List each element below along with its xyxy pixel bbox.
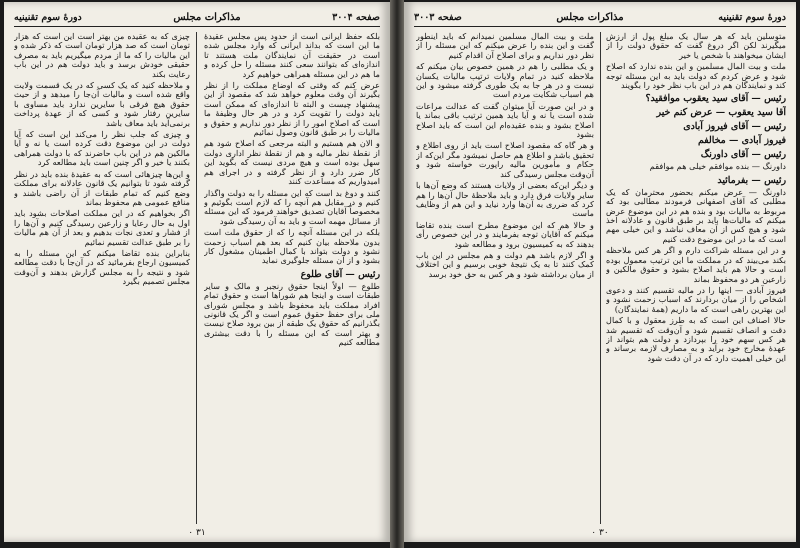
paragraph: حالا اصناف این است که به طرز معقول و با کمال دقت و انصاف تقسیم شود و آن‌وقت که تقسیم شد هر کس سهم خود را بپردازد و دولت هم بتواند از عهدهٔ مخارج خود برآید و به مصارف لازمه برساند و این خیلی اهمیت دارد که در آن دقت شود	[606, 315, 786, 363]
paragraph: طلوع — اولاً اینجا حقوق رنجبر و مالک و سایر طبقات است و اینجا هم شوراها است و حقوق تمام افراد مملکت باید محفوظ باشد و مجلس شورای ملی برای حفظ حقوق عموم است و اگر یک قانونی بگذرانیم که حقوق یک طبقه از بین برود صلاح نیست و بهتر است که این مسئله را با دقت بیشتری مطالعه کنیم	[204, 280, 380, 348]
left-page-left-column	[14, 32, 190, 524]
paragraph: داورنگ — عرض میکنم بحضور محترمان که یک مطلبی که آقای اصفهانی فرمودند مطالبی بود که مربوط به مالیات بود و بنده هم در این موضوع عرض میکنم که مالیات‌ها باید بر طبق قانون و عادلانه اخذ شود و هیچ کس از آن معاف نباشد و این خیلی مهم است که ما در این موضوع دقت کنیم	[606, 186, 786, 244]
paragraph: و این‌ها چیزهائی است که به عقیدهٔ بنده باید در نظر گرفته شود تا بتوانیم یک قانون عادلانه برای مملکت وضع کنیم که تمام طبقات از آن راضی باشند و منافع عمومی هم محفوظ بماند	[14, 168, 190, 207]
paragraph: و ملاحظه کنید که یک کسی که در یک قسمت ولایت واقع شده است و مالیات آن‌جا را میدهد و از حیث حقوق هیچ فرقی با سایرین ندارد باید مساوی با سایرین رفتار شود و کسی که از عهدهٔ پرداخت برنمی‌آید باید معاف باشد	[14, 80, 190, 128]
paragraph: و دیگر این‌که بعضی از ولایات هستند که وضع آن‌ها با سایر ولایات فرق دارد و باید ملاحظهٔ حال آن‌ها را هم کرد که ضرری به آن‌ها وارد نیاید و این هم از وظایف ماست	[416, 180, 594, 219]
speaker-heading: رئیس — آقای داورنگ	[700, 149, 786, 161]
paragraph: ملت و بیت المال مسلمین نمیدانم که باید اینطور گفت و این بنده را عرض میکنم که این مسئله را از نظر دور نداریم و برای اصلاح آن اقدام کنیم	[416, 32, 594, 60]
paragraph: و یک مطلبی را هم در همین خصوص بیان میکنم که ملاحظه کنید در تمام ولایات ترتیب مالیات یکسان نیست و در هر جا به یک طوری گرفته میشود و این هم اسباب شکایت مردم است	[416, 61, 594, 100]
paragraph: و حالا هم که این موضوع مطرح است بنده تقاضا میکنم که آقایان توجه بفرمایند و در این خصوص رأی بدهند که به کمیسیون برود و مطالعه شود	[416, 219, 594, 249]
paragraph: و الان هم هستیم و البته مرجعی که اصلاح شود هم از نقطهٔ نظر مالیه و هم از نقطهٔ نظر اداری دولت سهل بوده است و هیچ مردی نیست که بگوید این کار ضرر دارد و از نظر گرفته و در اجرای هم امیدواریم که مساعدت کنند	[204, 138, 380, 187]
paragraph: کنند و دوغ بد است که این مسئله را به دولت واگذار کنیم و در مقابل هم آنچه را که لازم است بگوئیم و مخصوصاً آقایان تصدیق خواهند فرمود که این مسئله از مسائل مهمه است و باید به آن رسیدگی شود	[204, 187, 380, 226]
left-header-title: مذاکرات مجلس	[173, 11, 241, 23]
right-page-right-column	[606, 32, 786, 524]
book-gutter	[390, 0, 404, 548]
paragraph: بلکه در این مسئله آنچه را که از حقوق ملت است بدون ملاحظه بیان کنیم که بعد هم اسباب زحمت نشود و دولت بتواند با کمال اطمینان مشغول کار بشود و از آن مسئله جلوگیری نماید	[204, 227, 380, 266]
left-page-number: ۳۱ ۰	[188, 528, 206, 538]
paragraph: و اگر لازم باشد هم دولت و هم مجلس در این باب کمک کنند تا به یک نتیجهٔ خوبی برسیم و این اختلاف از میان برداشته شود و هر کس به حق خود برسد	[416, 249, 594, 279]
speaker-heading: رئیس — آقای فیروز آبادی	[683, 121, 786, 133]
paragraph: و هر گاه که مقصود اصلاح است باید از روی اطلاع و تحقیق باشد و اطلاع هم حاصل نمیشود مگر این‌که از حکام و مأمورین مالیه راپورت خواسته شود و آن‌وقت مجلس رسیدگی کند	[416, 140, 594, 179]
right-header-title: مذاکرات مجلس	[556, 11, 624, 23]
right-header-session: دورهٔ سوم تقنینیه	[718, 11, 786, 23]
left-header-page-label: صفحه ۳۰۰۴	[332, 11, 380, 23]
right-header-page-label: صفحه ۳۰۰۳	[414, 11, 462, 23]
speaker-heading: رئیس — آقای سید یعقوب موافقید؟	[645, 93, 786, 105]
right-page	[404, 2, 796, 542]
right-page-left-column	[416, 32, 594, 524]
paragraph: و چیزی که جلب نظر را می‌کند این است که آیا دولت در این موضوع دقت کرده است یا نه و آیا مالکین هم در این باب حاضرند که با دولت همراهی بکنند یا خیر و اگر چنین است باید مطالعه کرد	[14, 129, 190, 168]
left-page-right-column	[204, 32, 380, 524]
paragraph: و در این مسئله شراکت دارم و اگر هر کس ملاحظه بکند می‌بیند که در مملکت ما این ترتیب معمول بوده است و حالا هم باید اصلاح بشود و حقوق مالکین و زارعین هر دو محفوظ بماند	[606, 245, 786, 284]
right-page-header	[414, 8, 786, 27]
paragraph: متوسلین باید که هر سال یک مبلغ پول از ارزش میگیرند لکن اگر دروغ گفت که حقوق دولت را از ایشان میخواهند با شخص یا خیر	[606, 32, 786, 60]
right-page-number: ۳۰ ۰	[591, 528, 609, 538]
speaker-heading: فیروز آبادی — مخالفم	[697, 135, 786, 147]
paragraph: عرض کنم که وقتی که اوضاع مملکت را از نظر بگیرند آن وقت معلوم خواهد شد که مقصود از این پیشنهاد چیست و البته تا اندازه‌ای که ممکن است باید دولت را تقویت کرد و در هر حال وظیفهٔ ما است که اصلاح امور را از نظر دور نداریم و حقوق و مالیات را بر طبق قانون وصول نمائیم	[204, 80, 380, 138]
column-divider	[600, 32, 601, 524]
column-divider	[196, 32, 197, 524]
speaker-heading: آقا سید یعقوب — عرض کنم خیر	[656, 107, 786, 119]
paragraph: فیروز آبادی — اینها را در مالیه تقسیم کنند و دعوی اشخاص را از میان بردارند که اسباب زحمت نشود و این بهترین راهی است که ما داریم (همهٔ نمایندگان)	[606, 284, 786, 314]
paragraph: بلکه حفظ ایرانی است از حدود پس مجلس عقیدهٔ ما این است که بداند ایرانی که وارد مجلس شده است در حقیقت آن نمایندگان ملت هستند تا اندازه‌ای که بتوانند سعی کنند مسئله را حل کرده و ما هم در این مسئله همراهی خواهیم کرد	[204, 32, 380, 79]
paragraph: و در این صورت آیا میتوان گفت که عدالت مراعات شده است یا نه و آیا باید همین ترتیب باقی بماند یا اصلاح بشود و بنده عقیده‌ام این است که باید اصلاح بشود	[416, 100, 594, 140]
left-page-header	[14, 8, 380, 27]
speaker-heading: رئیس — بفرمائید	[717, 174, 786, 186]
paragraph: بنابراین بنده تقاضا میکنم که این مسئله را به کمیسیون ارجاع بفرمائید که در آن‌جا با دقت مطالعه شود و نتیجه را به مجلس گزارش بدهند و آن‌وقت مجلس تصمیم بگیرد	[14, 247, 190, 287]
paragraph: ملت و بیت المال مسلمین و این بنده ندارد که اصلاح شود و عرض کردم که دولت باید به این مسئله توجه کند و نمایندگان هم در این باب نظر خود را بگویند	[606, 61, 786, 91]
paragraph: چیزی که به عقیده من بهتر است این است که هزار تومان است که صد هزار تومان است که ذکر شده و این مالیات را که ما از مردم میگیریم باید به مصرف حقیقی خودش برسد و باید دولت هم در این باب رعایت بکند	[14, 32, 190, 79]
paragraph: اگر بخواهیم که در این مملکت اصلاحات بشود باید اول به حال رعایا و زارعین رسیدگی کنیم و آن‌ها را از فشار و تعدی نجات بدهیم و بعد از آن هم مالیات را بر طبق عدالت تقسیم نمائیم	[14, 208, 190, 247]
speaker-heading: رئیس — آقای طلوع	[300, 268, 380, 280]
left-page	[4, 2, 390, 542]
left-header-session: دورهٔ سوم تقنینیه	[14, 11, 82, 23]
paragraph: داورنگ — بنده موافقم خیلی هم موافقم	[649, 161, 786, 172]
